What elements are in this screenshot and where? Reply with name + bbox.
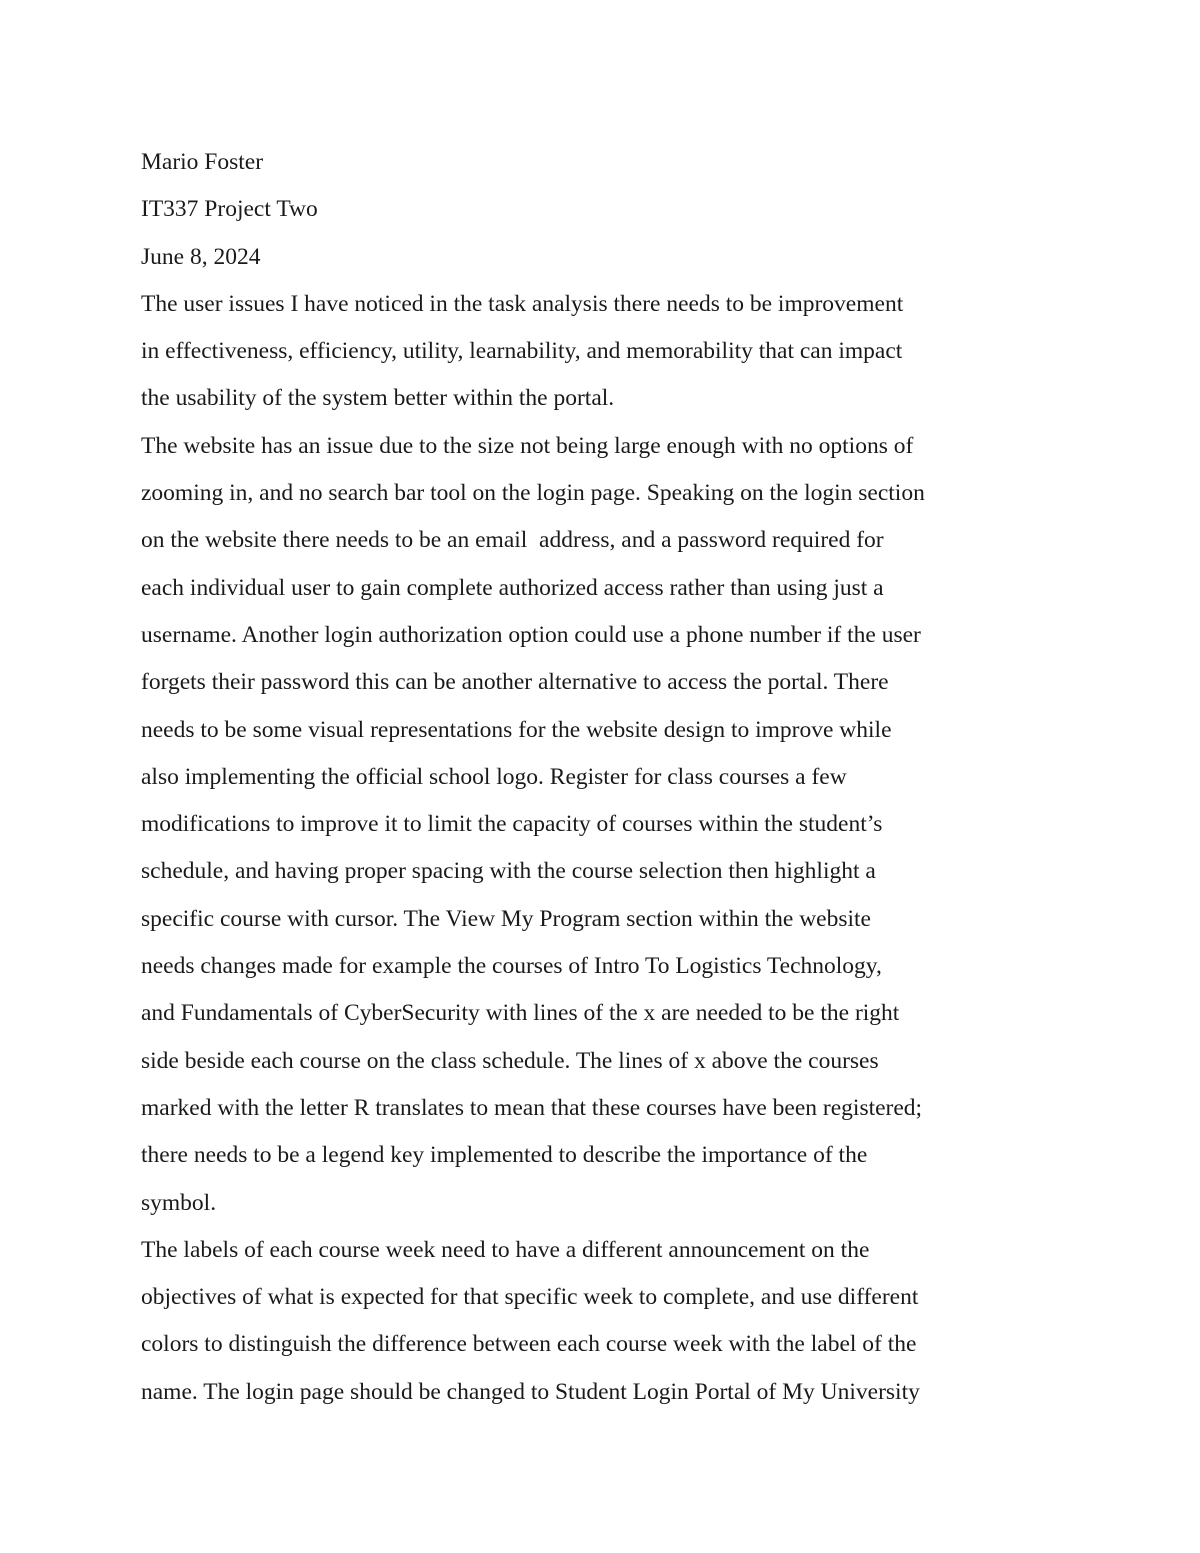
- text-line: The user issues I have noticed in the task analysis there needs to be improvement: [141, 290, 904, 317]
- text-line: marked with the letter R translates to mean that these courses have been registered;: [141, 1094, 923, 1121]
- text-line: The labels of each course week need to have a different announcement on the: [141, 1236, 870, 1263]
- text-line: username. Another login authorization option could use a phone number if the user: [141, 621, 921, 648]
- text-line: forgets their password this can be another alternative to access the portal. There: [141, 669, 889, 696]
- text-line: there needs to be a legend key implemented to describe the importance of the: [141, 1142, 868, 1169]
- text-line: zooming in, and no search bar tool on the login page. Speaking on the login section: [141, 480, 925, 507]
- paragraph-3: [141, 1227, 1071, 1416]
- text-line: objectives of what is expected for that specific week to complete, and use different: [141, 1284, 919, 1311]
- text-line: symbol.: [141, 1189, 217, 1216]
- text-line: also implementing the official school logo. Register for class courses a few: [141, 763, 847, 790]
- text-line: and Fundamentals of CyberSecurity with lines of the x are needed to be the right: [141, 1000, 900, 1027]
- text-line: name. The login page should be changed to Student Login Portal of My University: [141, 1378, 920, 1405]
- text-line: the usability of the system better within the portal.: [141, 385, 615, 412]
- text-line: needs changes made for example the courses of Intro To Logistics Technology,: [141, 953, 882, 980]
- paragraph-1: [141, 281, 1071, 423]
- text-line: each individual user to gain complete authorized access rather than using just a: [141, 574, 884, 601]
- text-line: colors to distinguish the difference between each course week with the label of the: [141, 1331, 917, 1358]
- text-line: modifications to improve it to limit the capacity of courses within the student’s: [141, 811, 883, 838]
- course-title: IT337 Project Two: [141, 196, 318, 223]
- text-line: The website has an issue due to the size not being large enough with no options of: [141, 432, 914, 459]
- text-line: needs to be some visual representations for the website design to improve while: [141, 716, 892, 743]
- author-name: Mario Foster: [141, 149, 264, 175]
- text-line: on the website there needs to be an email address, and a password required for: [141, 527, 884, 554]
- text-line: specific course with cursor. The View My Program section within the website: [141, 905, 871, 932]
- paragraph-2: [141, 423, 1071, 1227]
- text-line: in effectiveness, efficiency, utility, learnability, and memorability that can impact: [141, 338, 903, 365]
- document-date: June 8, 2024: [141, 243, 261, 270]
- text-line: side beside each course on the class schedule. The lines of x above the courses: [141, 1047, 879, 1074]
- text-line: schedule, and having proper spacing with the course selection then highlight a: [141, 858, 876, 885]
- document-body: [141, 139, 1071, 1416]
